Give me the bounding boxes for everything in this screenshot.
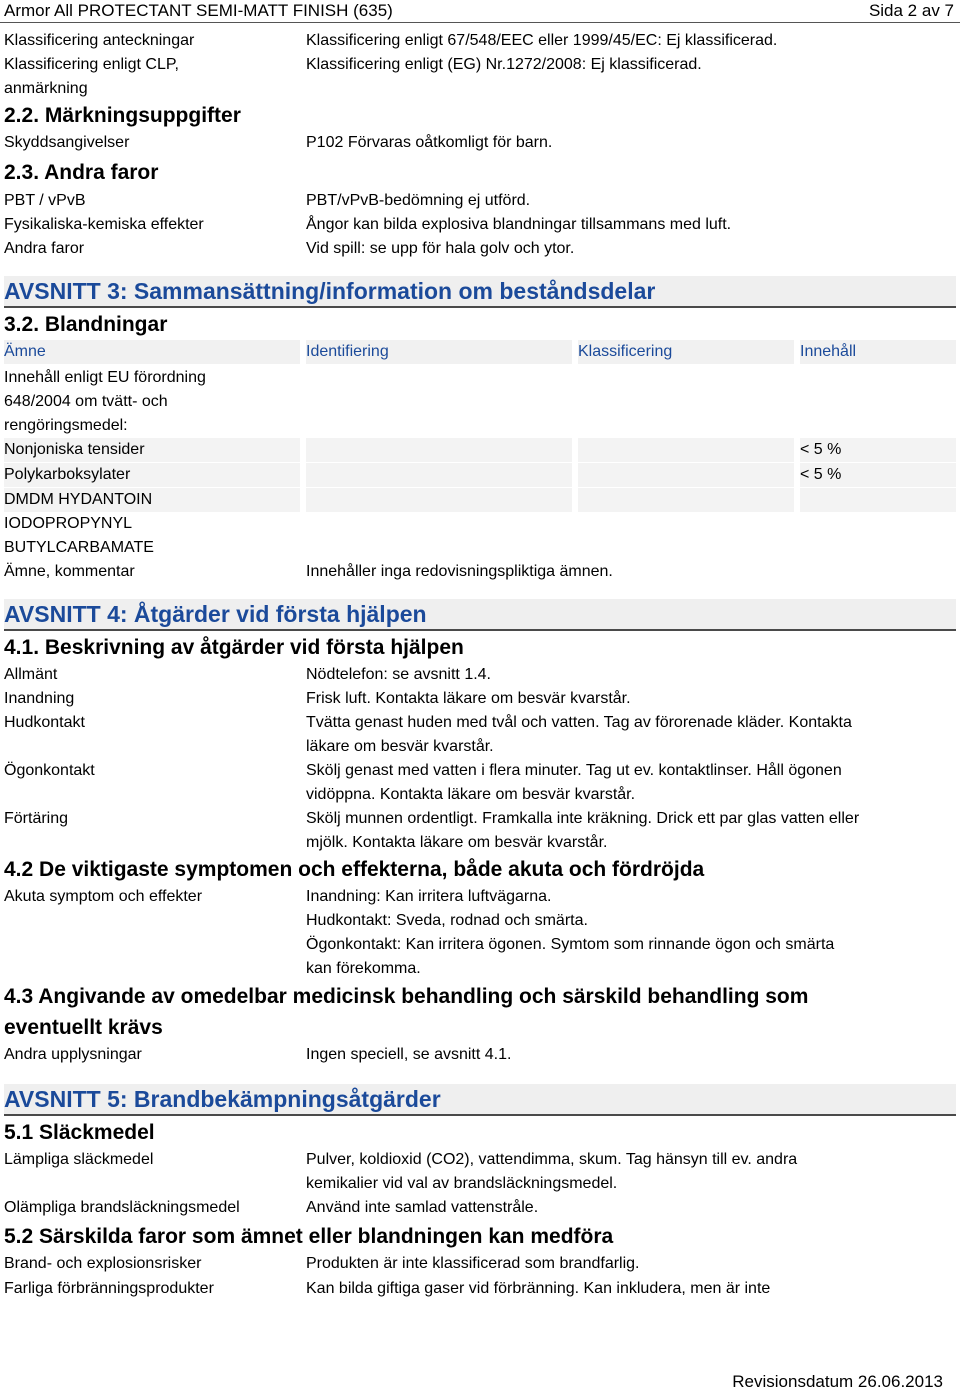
field-label: Inandning [4, 690, 75, 707]
field-value: Ögonkontakt: Kan irritera ögonen. Symtom som rinnande ögon och smärta [306, 936, 835, 953]
field-value: läkare om besvär kvarstår. [306, 738, 494, 755]
field-label: anmärkning [4, 80, 88, 97]
revision-date: Revisionsdatum 26.06.2013 [732, 1372, 943, 1391]
document-body [4, 29, 956, 1301]
column-header: Identifiering [306, 340, 572, 364]
page-number: Sida 2 av 7 [868, 1, 954, 20]
table-header [4, 340, 956, 364]
document-title: Armor All PROTECTANT SEMI-MATT FINISH (635) [4, 1, 393, 20]
field-label: rengöringsmedel: [4, 417, 128, 434]
field-label: Lämpliga släckmedel [4, 1151, 154, 1168]
row-acute-symptoms [4, 885, 956, 981]
row-precautionary [4, 131, 956, 161]
section-3-band: AVSNITT 3: Sammansättning/information om beståndsdelar [4, 276, 956, 308]
section-4-band: AVSNITT 4: Åtgärder vid första hjälpen [4, 599, 956, 631]
field-value: Ångor kan bilda explosiva blandningar tillsammans med luft. [306, 216, 732, 233]
row-inhalation [4, 687, 956, 711]
row-skin-contact [4, 711, 956, 759]
row-other-info [4, 1043, 956, 1067]
field-value: Frisk luft. Kontakta läkare om besvär kvarstår. [306, 690, 631, 707]
heading-line: eventuellt krävs [4, 1016, 163, 1039]
field-value: Skölj munnen ordentligt. Framkalla inte kräkning. Drick ett par glas vatten eller [306, 810, 860, 827]
field-label: Fysikaliska-kemiska effekter [4, 216, 204, 233]
heading-2-3: 2.3. Andra faror [4, 161, 159, 184]
field-label: Brand- och explosionsrisker [4, 1255, 202, 1272]
row-unsuitable-media [4, 1196, 956, 1220]
field-label: Innehåll enligt EU förordning [4, 369, 206, 386]
row-suitable-media [4, 1148, 956, 1196]
row-pbt [4, 189, 956, 213]
field-label: Allmänt [4, 666, 58, 683]
field-label: Skyddsangivelser [4, 134, 130, 151]
row-general [4, 663, 956, 687]
field-label: Akuta symptom och effekter [4, 888, 203, 905]
row-other-hazards [4, 237, 956, 261]
field-value: Ingen speciell, se avsnitt 4.1. [306, 1046, 512, 1063]
column-header: Innehåll [800, 340, 956, 364]
section-5-band: AVSNITT 5: Brandbekämpningsåtgärder [4, 1084, 956, 1116]
field-label: Andra faror [4, 240, 85, 257]
field-label: Ämne, kommentar [4, 563, 135, 580]
field-value: vidöppna. Kontakta läkare om besvär kvarstår. [306, 786, 636, 803]
row-combustion-products [4, 1277, 956, 1301]
field-value: kan förekomma. [306, 960, 421, 977]
field-value: Klassificering enligt (EG) Nr.1272/2008: Ej klassificerad. [306, 56, 702, 73]
heading-5-1: 5.1 Släckmedel [4, 1121, 155, 1144]
substance-name: Nonjoniska tensider [4, 441, 145, 458]
field-value: mjölk. Kontakta läkare om besvär kvarstår. [306, 834, 608, 851]
table-row [4, 463, 956, 488]
field-value: Pulver, koldioxid (CO2), vattendimma, skum. Tag hänsyn till ev. andra [306, 1151, 798, 1168]
field-value: Hudkontakt: Sveda, rodnad och smärta. [306, 912, 588, 929]
field-value: kemikalier vid val av brandsläckningsmedel. [306, 1175, 618, 1192]
field-value: Inandning: Kan irritera luftvägarna. [306, 888, 552, 905]
field-label: PBT / vPvB [4, 192, 86, 209]
field-value: Tvätta genast huden med tvål och vatten. Tag av förorenade kläder. Kontakta [306, 714, 852, 731]
field-value: PBT/vPvB-bedömning ej utförd. [306, 192, 531, 209]
field-value: Kan bilda giftiga gaser vid förbränning. Kan inkludera, men är inte [306, 1280, 771, 1297]
field-value: Vid spill: se upp för hala golv och ytor. [306, 240, 575, 257]
heading-3-2: 3.2. Blandningar [4, 313, 168, 336]
row-classification-notes [4, 29, 956, 53]
field-value: Innehåller inga redovisningspliktiga ämnen. [306, 563, 613, 580]
row-clp [4, 53, 956, 101]
field-label: 648/2004 om tvätt- och [4, 393, 168, 410]
field-label: Farliga förbränningsprodukter [4, 1280, 214, 1297]
field-label: Olämpliga brandsläckningsmedel [4, 1199, 240, 1216]
substance-name: IODOPROPYNYL [4, 515, 133, 532]
field-value: Klassificering enligt 67/548/EEC eller 1999/45/EC: Ej klassificerad. [306, 32, 778, 49]
table-row [4, 512, 956, 560]
row-eu-regulation [4, 366, 956, 438]
field-label: Andra upplysningar [4, 1046, 142, 1063]
row-eye-contact [4, 759, 956, 807]
column-header: Klassificering [578, 340, 794, 364]
row-physchem [4, 213, 956, 237]
field-value: Skölj genast med vatten i flera minuter. Tag ut ev. kontaktlinser. Håll ögonen [306, 762, 842, 779]
substance-name: BUTYLCARBAMATE [4, 539, 154, 556]
substance-name: Polykarboksylater [4, 466, 131, 483]
heading-5-2: 5.2 Särskilda faror som ämnet eller blandningen kan medföra [4, 1225, 614, 1248]
field-label: Klassificering enligt CLP, [4, 56, 179, 73]
heading-2-2: 2.2. Märkningsuppgifter [4, 104, 241, 127]
heading-4-3 [4, 981, 956, 1043]
field-value: Nödtelefon: se avsnitt 1.4. [306, 666, 491, 683]
table-row [4, 438, 956, 463]
heading-4-1: 4.1. Beskrivning av åtgärder vid första hjälpen [4, 636, 464, 659]
page-header [0, 0, 960, 23]
column-header: Ämne [4, 340, 300, 364]
heading-line: 4.3 Angivande av omedelbar medicinsk behandling och särskild behandling som [4, 985, 809, 1008]
table-row [4, 488, 956, 512]
field-label: Ögonkontakt [4, 762, 95, 779]
substance-content: < 5 % [800, 466, 842, 483]
field-value: Använd inte samlad vattenstråle. [306, 1199, 539, 1216]
field-label: Klassificering anteckningar [4, 32, 195, 49]
row-ingestion [4, 807, 956, 855]
field-value: P102 Förvaras oåtkomligt för barn. [306, 134, 553, 151]
row-substance-comment [4, 560, 956, 584]
field-value: Produkten är inte klassificerad som brandfarlig. [306, 1255, 640, 1272]
substance-name: DMDM HYDANTOIN [4, 491, 153, 508]
substance-content: < 5 % [800, 441, 842, 458]
field-label: Förtäring [4, 810, 69, 827]
field-label: Hudkontakt [4, 714, 85, 731]
row-fire-risk [4, 1252, 956, 1276]
heading-4-2: 4.2 De viktigaste symptomen och effekterna, både akuta och fördröjda [4, 858, 705, 881]
